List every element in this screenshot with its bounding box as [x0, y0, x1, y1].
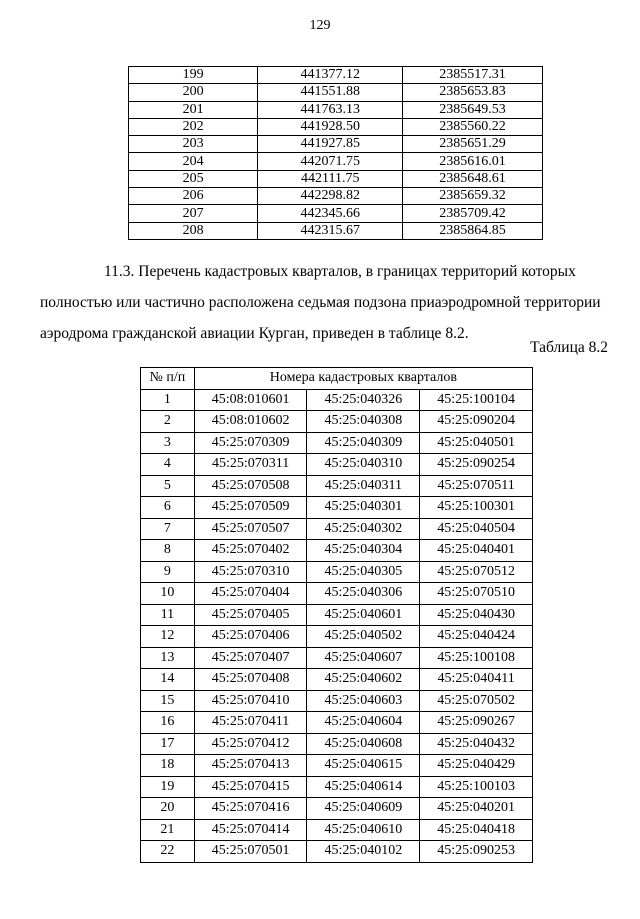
- quarter-cell: 45:25:040326: [307, 389, 420, 411]
- table-cell: 2385649.53: [403, 101, 543, 118]
- row-number-cell: 8: [141, 540, 195, 562]
- table-cell: 207: [129, 205, 258, 222]
- quarter-cell: 45:25:040504: [420, 518, 533, 540]
- table-row: [141, 690, 533, 712]
- quarter-cell: 45:25:070510: [420, 583, 533, 605]
- table-row: [141, 389, 533, 411]
- table-cell: 441551.88: [258, 84, 403, 101]
- quarter-cell: 45:08:010601: [194, 389, 307, 411]
- quarter-cell: 45:25:040401: [420, 540, 533, 562]
- table-row: [129, 153, 543, 170]
- table-cell: 442345.66: [258, 205, 403, 222]
- table-row: [141, 432, 533, 454]
- quarter-cell: 45:25:070406: [194, 626, 307, 648]
- header-quarters: Номера кадастровых кварталов: [194, 368, 532, 390]
- quarter-cell: 45:25:100104: [420, 389, 533, 411]
- quarter-cell: 45:25:040411: [420, 669, 533, 691]
- page-number: 129: [309, 18, 331, 33]
- table-cell: 203: [129, 136, 258, 153]
- table-cell: 2385517.31: [403, 67, 543, 84]
- paragraph-line: 11.3. Перечень кадастровых кварталов, в границах территорий которых: [104, 263, 576, 280]
- quarter-cell: 45:25:070502: [420, 690, 533, 712]
- table-row: [141, 819, 533, 841]
- quarter-cell: 45:25:070407: [194, 647, 307, 669]
- table-row: [141, 518, 533, 540]
- table-cell: 2385864.85: [403, 222, 543, 239]
- row-number-cell: 20: [141, 798, 195, 820]
- quarter-cell: 45:25:070508: [194, 475, 307, 497]
- quarter-cell: 45:25:040432: [420, 733, 533, 755]
- row-number-cell: 6: [141, 497, 195, 519]
- row-number-cell: 11: [141, 604, 195, 626]
- coordinates-table: [128, 66, 543, 240]
- quarter-cell: 45:25:100301: [420, 497, 533, 519]
- table-row: [141, 454, 533, 476]
- row-number-cell: 1: [141, 389, 195, 411]
- quarter-cell: 45:25:070311: [194, 454, 307, 476]
- row-number-cell: 22: [141, 841, 195, 863]
- quarter-cell: 45:25:040301: [307, 497, 420, 519]
- quarter-cell: 45:25:040614: [307, 776, 420, 798]
- quarter-cell: 45:25:040424: [420, 626, 533, 648]
- row-number-cell: 17: [141, 733, 195, 755]
- quarter-cell: 45:25:100103: [420, 776, 533, 798]
- quarter-cell: 45:25:090254: [420, 454, 533, 476]
- table-row: [141, 561, 533, 583]
- table-row: [141, 755, 533, 777]
- quarter-cell: 45:25:070509: [194, 497, 307, 519]
- row-number-cell: 4: [141, 454, 195, 476]
- row-number-cell: 14: [141, 669, 195, 691]
- quarter-cell: 45:25:070309: [194, 432, 307, 454]
- quarter-cell: 45:25:070511: [420, 475, 533, 497]
- quarter-cell: 45:25:090204: [420, 411, 533, 433]
- row-number-cell: 5: [141, 475, 195, 497]
- table-cell: 2385651.29: [403, 136, 543, 153]
- quarter-cell: 45:25:040610: [307, 819, 420, 841]
- paragraph-line: полностью или частично расположена седьмая подзона приаэродромной территории: [40, 294, 601, 311]
- table-row: [141, 669, 533, 691]
- table-row: [141, 712, 533, 734]
- quarter-cell: 45:25:040615: [307, 755, 420, 777]
- row-number-cell: 10: [141, 583, 195, 605]
- row-number-cell: 16: [141, 712, 195, 734]
- table-cell: 2385709.42: [403, 205, 543, 222]
- table-cell: 199: [129, 67, 258, 84]
- table-cell: 441928.50: [258, 118, 403, 135]
- quarter-cell: 45:25:040102: [307, 841, 420, 863]
- quarter-cell: 45:25:070411: [194, 712, 307, 734]
- quarter-cell: 45:25:040608: [307, 733, 420, 755]
- quarter-cell: 45:25:090267: [420, 712, 533, 734]
- quarter-cell: 45:25:070413: [194, 755, 307, 777]
- table-cell: 2385648.61: [403, 170, 543, 187]
- quarter-cell: 45:25:070404: [194, 583, 307, 605]
- table-cell: 2385560.22: [403, 118, 543, 135]
- table-cell: 205: [129, 170, 258, 187]
- quarter-cell: 45:25:040609: [307, 798, 420, 820]
- table-cell: 2385659.32: [403, 188, 543, 205]
- table-row: [141, 475, 533, 497]
- table-row: [129, 170, 543, 187]
- table-cell: 208: [129, 222, 258, 239]
- paragraph-line: аэродрома гражданской авиации Курган, приведен в таблице 8.2.: [40, 325, 469, 342]
- quarter-cell: 45:25:070405: [194, 604, 307, 626]
- quarter-cell: 45:25:040603: [307, 690, 420, 712]
- table-row: [141, 626, 533, 648]
- quarter-cell: 45:25:040501: [420, 432, 533, 454]
- row-number-cell: 18: [141, 755, 195, 777]
- table-row: [141, 540, 533, 562]
- row-number-cell: 19: [141, 776, 195, 798]
- header-number: № п/п: [141, 368, 195, 390]
- quarter-cell: 45:25:040310: [307, 454, 420, 476]
- row-number-cell: 15: [141, 690, 195, 712]
- table-cell: 442071.75: [258, 153, 403, 170]
- table-cell: 201: [129, 101, 258, 118]
- table-row: [141, 604, 533, 626]
- quarter-cell: 45:25:070402: [194, 540, 307, 562]
- quarter-cell: 45:25:070415: [194, 776, 307, 798]
- table-row: [141, 841, 533, 863]
- quarter-cell: 45:25:070310: [194, 561, 307, 583]
- table-cell: 441763.13: [258, 101, 403, 118]
- quarter-cell: 45:25:090253: [420, 841, 533, 863]
- table-cell: 202: [129, 118, 258, 135]
- quarter-cell: 45:25:040311: [307, 475, 420, 497]
- quarter-cell: 45:25:100108: [420, 647, 533, 669]
- table-header-row: [141, 368, 533, 390]
- quarter-cell: 45:25:070408: [194, 669, 307, 691]
- quarter-cell: 45:25:040308: [307, 411, 420, 433]
- quarter-cell: 45:25:040429: [420, 755, 533, 777]
- row-number-cell: 21: [141, 819, 195, 841]
- quarter-cell: 45:25:040607: [307, 647, 420, 669]
- table-cell: 441927.85: [258, 136, 403, 153]
- table-row: [129, 205, 543, 222]
- table-row: [129, 222, 543, 239]
- quarter-cell: 45:25:040306: [307, 583, 420, 605]
- quarter-cell: 45:25:040418: [420, 819, 533, 841]
- table-cell: 2385653.83: [403, 84, 543, 101]
- quarter-cell: 45:25:040304: [307, 540, 420, 562]
- row-number-cell: 13: [141, 647, 195, 669]
- row-number-cell: 12: [141, 626, 195, 648]
- table-cell: 206: [129, 188, 258, 205]
- row-number-cell: 9: [141, 561, 195, 583]
- row-number-cell: 3: [141, 432, 195, 454]
- table-row: [141, 497, 533, 519]
- quarter-cell: 45:25:040305: [307, 561, 420, 583]
- table-cell: 442111.75: [258, 170, 403, 187]
- cadastral-quarters-table: [140, 367, 533, 863]
- table-row: [129, 188, 543, 205]
- table-row: [129, 67, 543, 84]
- table-row: [141, 733, 533, 755]
- quarter-cell: 45:25:040604: [307, 712, 420, 734]
- quarter-cell: 45:25:040201: [420, 798, 533, 820]
- quarter-cell: 45:25:040602: [307, 669, 420, 691]
- quarter-cell: 45:25:070410: [194, 690, 307, 712]
- table-cell: 442298.82: [258, 188, 403, 205]
- quarter-cell: 45:25:070507: [194, 518, 307, 540]
- quarter-cell: 45:25:040601: [307, 604, 420, 626]
- table-row: [129, 101, 543, 118]
- table-cell: 442315.67: [258, 222, 403, 239]
- quarter-cell: 45:25:040502: [307, 626, 420, 648]
- table-row: [129, 84, 543, 101]
- quarter-cell: 45:25:070412: [194, 733, 307, 755]
- quarter-cell: 45:25:040430: [420, 604, 533, 626]
- table-cell: 204: [129, 153, 258, 170]
- quarter-cell: 45:25:040309: [307, 432, 420, 454]
- table-row: [141, 647, 533, 669]
- table-row: [141, 583, 533, 605]
- quarter-cell: 45:25:070414: [194, 819, 307, 841]
- row-number-cell: 2: [141, 411, 195, 433]
- paragraph-11-3: [40, 256, 610, 349]
- table-cell: 200: [129, 84, 258, 101]
- quarter-cell: 45:08:010602: [194, 411, 307, 433]
- table-cell: 2385616.01: [403, 153, 543, 170]
- table-cell: 441377.12: [258, 67, 403, 84]
- table-row: [141, 776, 533, 798]
- quarter-cell: 45:25:070512: [420, 561, 533, 583]
- table-row: [129, 136, 543, 153]
- quarter-cell: 45:25:040302: [307, 518, 420, 540]
- row-number-cell: 7: [141, 518, 195, 540]
- quarter-cell: 45:25:070501: [194, 841, 307, 863]
- table-row: [141, 798, 533, 820]
- quarter-cell: 45:25:070416: [194, 798, 307, 820]
- table-row: [129, 118, 543, 135]
- table-caption: Таблица 8.2: [530, 339, 608, 356]
- table-row: [141, 411, 533, 433]
